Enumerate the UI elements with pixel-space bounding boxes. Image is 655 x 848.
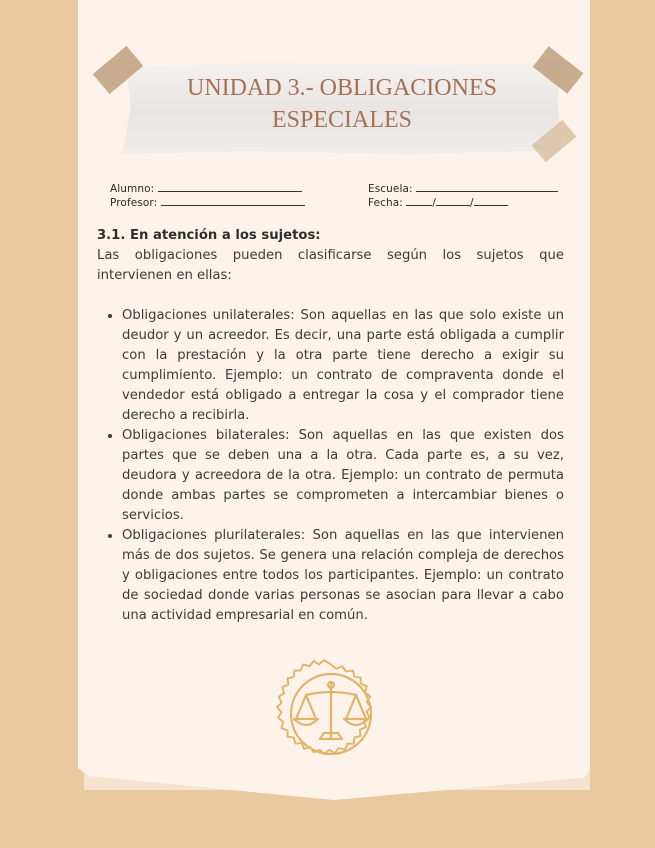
section-heading: 3.1. En atención a los sujetos: <box>97 228 321 243</box>
fecha-separator: / <box>470 197 474 209</box>
title-line-1: UNIDAD 3.- OBLIGACIONES <box>187 75 497 101</box>
profesor-blank[interactable] <box>161 195 305 206</box>
title-line-2: ESPECIALES <box>271 107 412 133</box>
fecha-label: Fecha: <box>368 197 403 209</box>
page-title <box>122 72 562 136</box>
alumno-field[interactable] <box>110 181 302 195</box>
section-intro: Las obligaciones pueden clasificarse según los sujetos que intervienen en ellas: <box>97 248 564 283</box>
list-item-plurilaterales: • Obligaciones plurilaterales: Son aquellas en las que intervienen más de dos sujetos. Se genera una relación compleja de derechos y obligaciones entre todos los participantes. Ejemplo: un contrato de sociedad donde varias personas se asocian para llevar a cabo una actividad empresarial en común. <box>122 526 564 626</box>
profesor-field[interactable] <box>110 195 305 209</box>
fecha-day-blank[interactable] <box>406 195 432 206</box>
list-item-bilaterales: • Obligaciones bilaterales: Son aquellas en las que existen dos partes que se deben una a la otra. Cada parte es, a su vez, deudora y acreedora de la otra. Ejemplo: un contrato de permuta donde ambas partes se comprometen a intercambiar bienes o servicios. <box>122 426 564 526</box>
fecha-field[interactable] <box>368 195 508 209</box>
escuela-label: Escuela: <box>368 183 413 195</box>
obligations-list <box>97 306 564 626</box>
list-item-unilaterales: • Obligaciones unilaterales: Son aquellas en las que solo existe un deudor y un acreedor. Es decir, una parte está obligada a cumplir con la prestación y la otra parte tiene derecho a exigir su cumplimiento. Ejemplo: un contrato de compraventa donde el vendedor está obligado a entregar la cosa y el comprador tiene derecho a recibirla. <box>122 306 564 426</box>
section-content <box>97 226 564 626</box>
fecha-separator: / <box>432 197 437 209</box>
fecha-month-blank[interactable] <box>436 195 470 206</box>
scales-of-justice-icon <box>270 653 392 775</box>
escuela-field[interactable] <box>368 181 558 195</box>
alumno-label: Alumno: <box>110 183 155 195</box>
alumno-blank[interactable] <box>158 181 302 192</box>
fecha-year-blank[interactable] <box>474 195 508 206</box>
profesor-label: Profesor: <box>110 197 158 209</box>
escuela-blank[interactable] <box>416 181 558 192</box>
